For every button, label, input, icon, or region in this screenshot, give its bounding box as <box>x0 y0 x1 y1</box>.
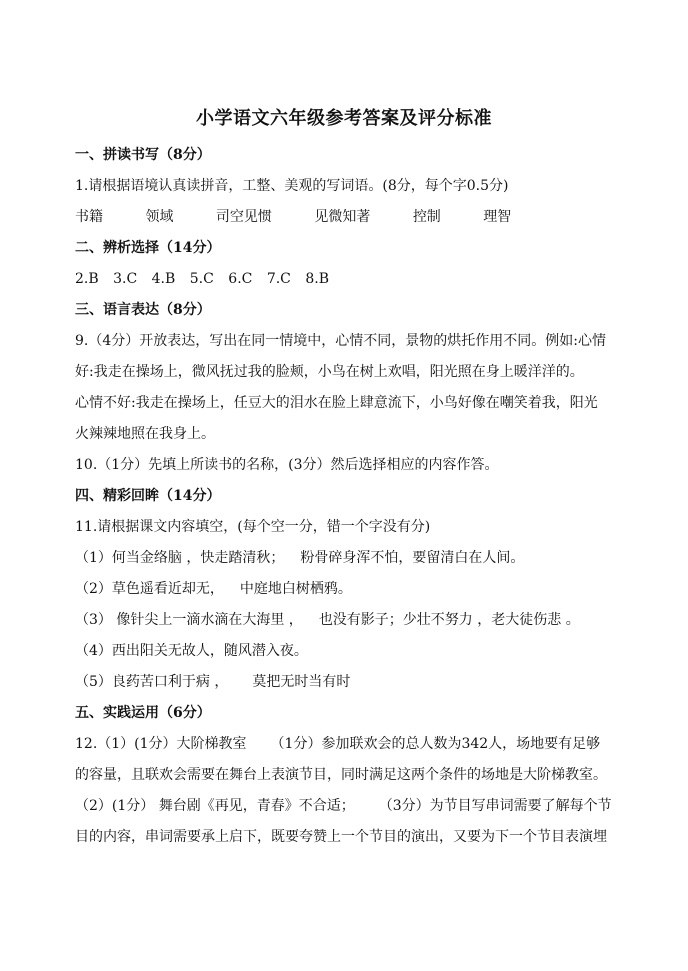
poem-answer-2-part-a: （2）草色遥看近却无， <box>75 581 224 597</box>
section-4-heading: 四、精彩回眸（14分） <box>75 488 221 504</box>
question-12-part-3: （2）(1分） 舞台剧《再见，青春》不合适； <box>75 798 355 814</box>
page-title: 小学语文六年级参考答案及评分标准 <box>196 108 492 129</box>
poem-answer-3-part-a: （3） 像针尖上一滴水滴在大海里 ， <box>75 612 303 628</box>
choice-answer: 5.C <box>189 271 214 287</box>
poem-answer-3-part-b: 也没有影子；少壮不努力 ，老大徒伤悲 。 <box>318 612 580 628</box>
section-3-heading: 三、语言表达（8分） <box>75 302 211 318</box>
choice-answers <box>75 264 620 295</box>
poem-answer-5 <box>75 667 620 698</box>
question-12-line-1 <box>75 729 620 760</box>
question-9-line-1: 9.（4分）开放表达，写出在同一情境中，心情不同，景物的烘托作用不同。例如:心情 <box>75 333 606 349</box>
poem-answer-1-part-a: （1）何当金络脑 ，快走踏清秋； <box>75 550 285 566</box>
answer-words <box>75 202 620 233</box>
question-9-line-4: 火辣辣地照在我身上。 <box>75 426 215 442</box>
question-12-part-4: （3分）为节目写串词需要了解每个节 <box>378 798 612 814</box>
word-answer: 控制 <box>412 209 441 225</box>
choice-answer: 8.B <box>305 271 329 287</box>
poem-answer-5-part-a: （5）良药苦口利于病 ， <box>75 674 229 690</box>
choice-answer: 2.B <box>75 271 99 287</box>
word-answer: 司空见惯 <box>215 209 272 225</box>
question-1: 1.请根据语境认真读拼音，工整、美观的写词语。(8分，每个字0.5分) <box>75 178 509 194</box>
choice-answer: 6.C <box>228 271 253 287</box>
word-answer: 理智 <box>483 209 512 225</box>
section-1-heading: 一、拼读书写（8分） <box>75 147 211 163</box>
question-11: 11.请根据课文内容填空，(每个空一分，错一个字没有分) <box>75 519 431 535</box>
choice-answer: 4.B <box>151 271 176 287</box>
answer-content <box>75 140 620 853</box>
poem-answer-2-part-b: 中庭地白树栖鸦。 <box>239 581 352 597</box>
question-9-line-2: 好:我走在操场上，微风抚过我的脸颊，小鸟在树上欢唱，阳光照在身上暖洋洋的。 <box>75 364 584 380</box>
section-2-heading: 二、辨析选择（14分） <box>75 240 221 256</box>
poem-answer-2 <box>75 574 620 605</box>
question-12-part-2: （1分）参加联欢会的总人数为342人，场地要有足够 <box>270 736 601 752</box>
poem-answer-4: （4）西出阳关无故人，随风潜入夜。 <box>75 643 308 659</box>
question-12-line-2: 的容量，且联欢会需要在舞台上表演节目，同时满足这两个条件的场地是大阶梯教室。 <box>75 767 607 783</box>
poem-answer-1 <box>75 543 620 574</box>
word-answer: 见微知著 <box>314 209 371 225</box>
poem-answer-5-part-b: 莫把无时当有时 <box>252 674 351 690</box>
question-12-line-3 <box>75 791 620 822</box>
choice-answer: 3.C <box>113 271 138 287</box>
question-12-part-1: 12.（1）(1分）大阶梯教室 <box>75 736 247 752</box>
section-5-heading: 五、实践运用（6分） <box>75 705 211 721</box>
word-answer: 书籍 <box>75 209 103 225</box>
question-9-line-3: 心情不好:我走在操场上，任豆大的泪水在脸上肆意流下，小鸟好像在嘲笑着我，阳光 <box>75 395 598 411</box>
word-answer: 领域 <box>145 209 174 225</box>
question-12-line-4: 目的内容，串词需要承上启下，既要夸赞上一个节目的演出，又要为下一个节目表演埋 <box>75 829 607 845</box>
question-10: 10.（1分）先填上所读书的名称，(3分）然后选择相应的内容作答。 <box>75 457 499 473</box>
choice-answer: 7.C <box>266 271 291 287</box>
poem-answer-1-part-b: 粉骨碎身浑不怕，要留清白在人间。 <box>300 550 525 566</box>
poem-answer-3 <box>75 605 620 636</box>
